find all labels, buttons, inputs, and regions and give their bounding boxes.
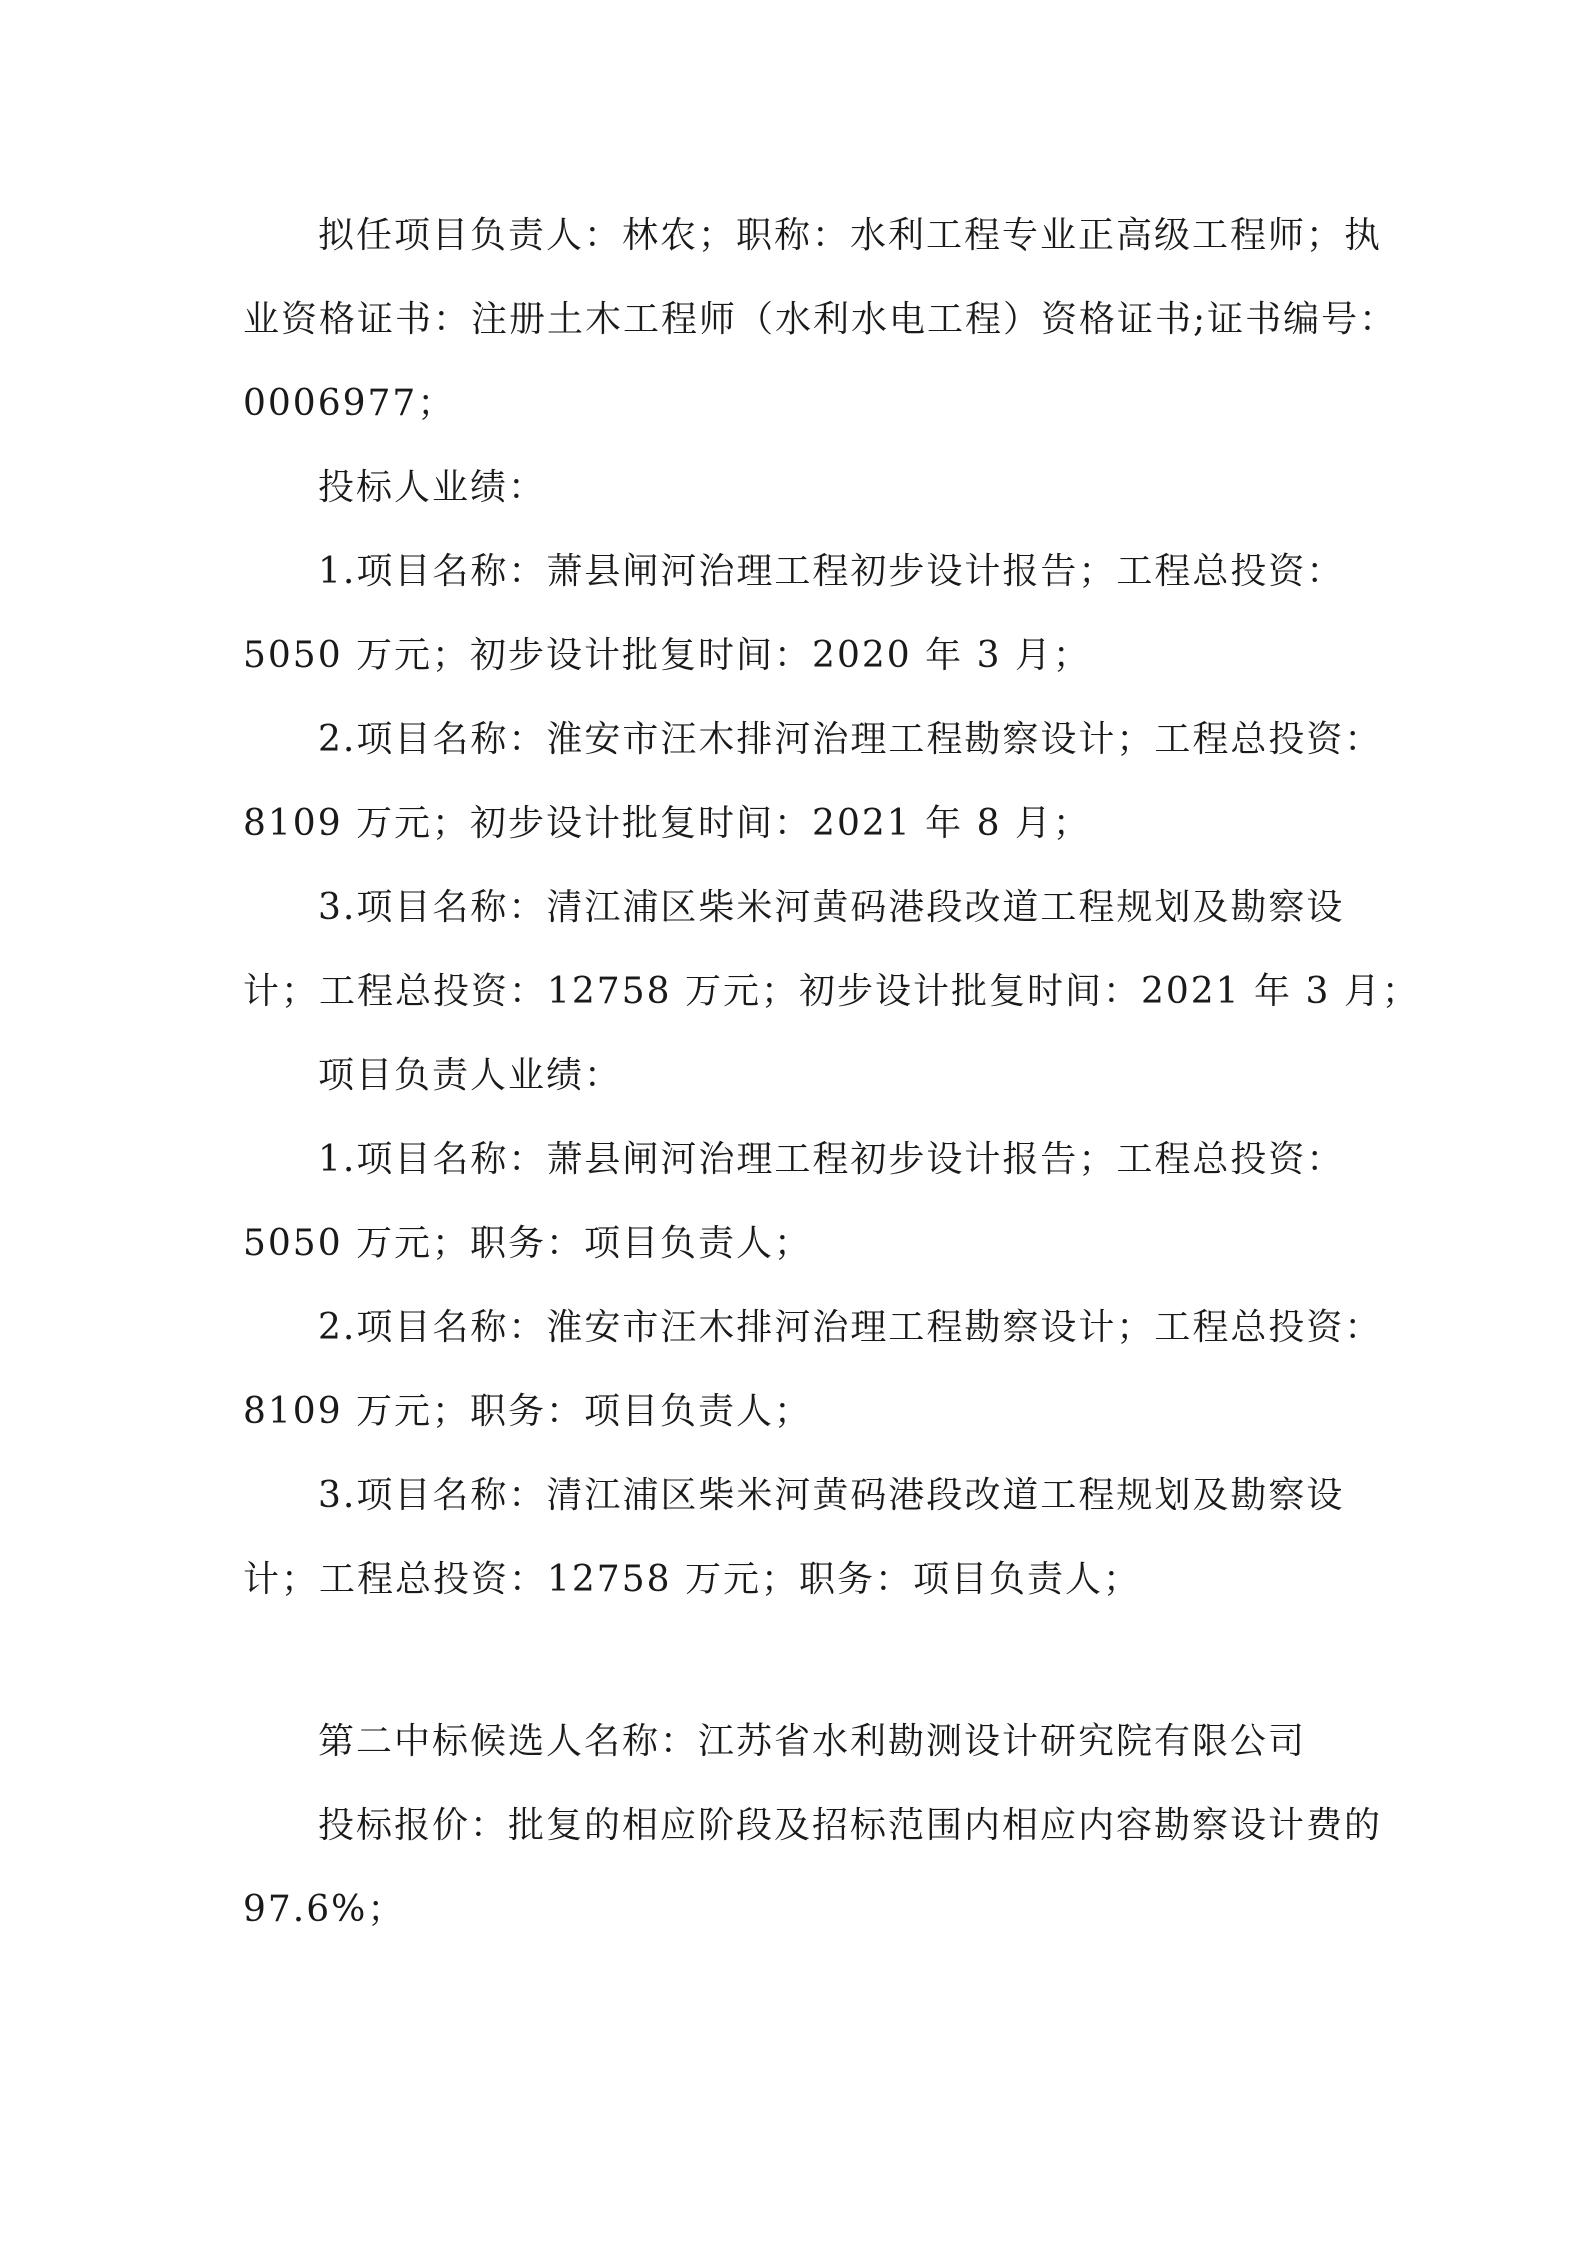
text-line: 2.项目名称：淮安市汪木排河治理工程勘察设计；工程总投资： [318, 719, 1383, 760]
text-line: 2.项目名称：淮安市汪木排河治理工程勘察设计；工程总投资： [318, 1307, 1383, 1348]
text-line: 计；工程总投资：12758 万元；初步设计批复时间：2021 年 3 月； [243, 971, 1420, 1012]
text-line: 3.项目名称：清江浦区柴米河黄码港段改道工程规划及勘察设 [318, 1475, 1345, 1516]
text-line: 97.6%； [243, 1889, 406, 1930]
text-line: 8109 万元；职务：项目负责人； [243, 1391, 813, 1432]
text-line: 拟任项目负责人：林农；职称：水利工程专业正高级工程师；执 [318, 215, 1383, 256]
section-heading: 投标人业绩： [318, 467, 547, 508]
text-line: 1.项目名称：萧县闸河治理工程初步设计报告；工程总投资： [318, 1139, 1345, 1180]
candidate-name: 第二中标候选人名称：江苏省水利勘测设计研究院有限公司 [318, 1721, 1307, 1762]
text-line: 1.项目名称：萧县闸河治理工程初步设计报告；工程总投资： [318, 551, 1345, 592]
text-line: 投标报价：批复的相应阶段及招标范围内相应内容勘察设计费的 [318, 1805, 1383, 1846]
text-line: 5050 万元；职务：项目负责人； [243, 1223, 813, 1264]
text-line: 3.项目名称：清江浦区柴米河黄码港段改道工程规划及勘察设 [318, 887, 1345, 928]
section-heading: 项目负责人业绩： [318, 1055, 623, 1096]
text-line: 计；工程总投资：12758 万元；职务：项目负责人； [243, 1559, 1141, 1600]
text-line: 8109 万元；初步设计批复时间：2021 年 8 月； [243, 803, 1091, 844]
text-line: 0006977； [243, 383, 456, 424]
text-line: 5050 万元；初步设计批复时间：2020 年 3 月； [243, 635, 1091, 676]
text-line: 业资格证书：注册土木工程师（水利水电工程）资格证书;证书编号： [243, 299, 1398, 340]
